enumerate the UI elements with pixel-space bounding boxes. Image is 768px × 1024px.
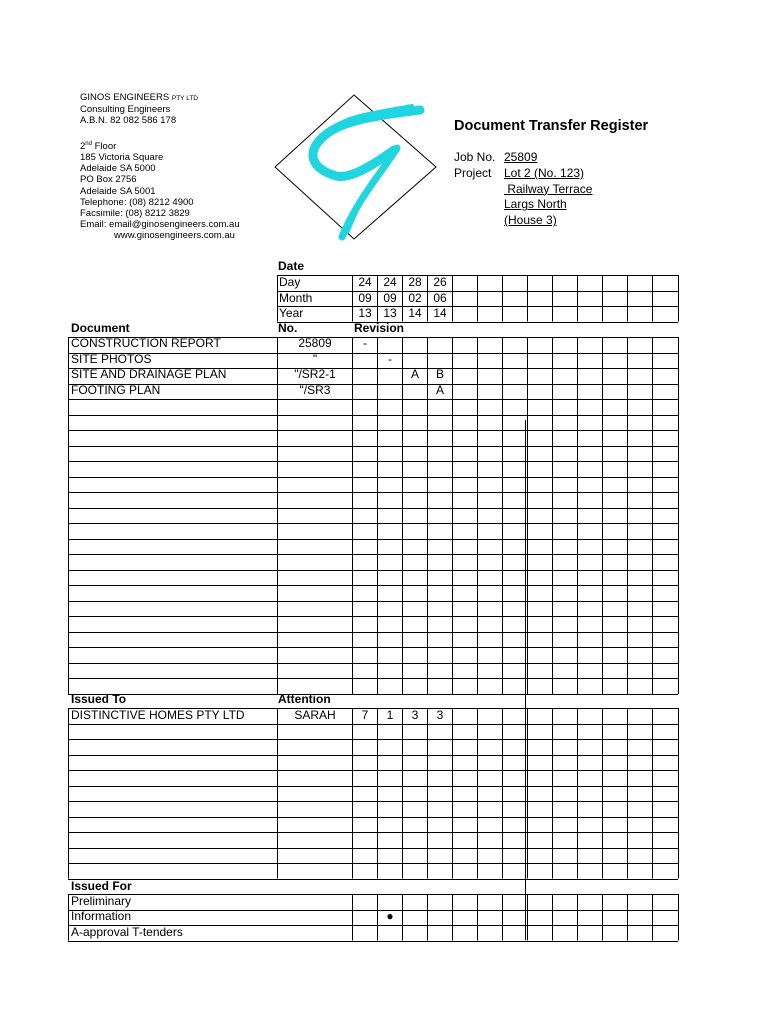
date-month: 09 [358, 291, 372, 305]
purpose-label: Information [71, 909, 132, 923]
address-pocity: Adelaide SA 5001 [80, 185, 156, 197]
no-heading: No. [278, 321, 298, 335]
company-abn: A.B.N. 82 082 586 178 [80, 115, 177, 127]
issued-to-heading: Issued To [71, 692, 127, 706]
copies: 3 [411, 708, 419, 722]
job-no-value: 25809 [504, 150, 538, 164]
facsimile: Facsimile: (08) 8212 3829 [80, 207, 190, 219]
document-no: "/SR2-1 [294, 367, 336, 381]
project-line: Railway Terrace [504, 181, 593, 196]
document-revision: - [388, 352, 392, 366]
copies: 3 [436, 708, 444, 722]
project-line: Lot 2 (No. 123) [504, 165, 585, 180]
document-heading: Document [71, 321, 130, 335]
document-no: "/SR3 [299, 383, 331, 397]
copies: 7 [361, 708, 369, 722]
document-revision: - [363, 336, 367, 350]
date-year: 14 [433, 306, 447, 320]
date-day: 24 [358, 275, 372, 289]
company-logo [272, 92, 440, 242]
document-name: SITE PHOTOS [71, 352, 152, 366]
document-revision: A [410, 367, 419, 381]
day-label: Day [279, 275, 301, 289]
year-label: Year [279, 306, 304, 320]
recipient-name: DISTINCTIVE HOMES PTY LTD [71, 708, 245, 722]
telephone: Telephone: (08) 8212 4900 [80, 196, 194, 208]
address-pobox: PO Box 2756 [80, 174, 137, 186]
project-line: Largs North [504, 197, 567, 212]
date-month: 06 [433, 291, 447, 305]
document-name: CONSTRUCTION REPORT [71, 336, 221, 350]
document-revision: A [435, 383, 444, 397]
copies: 1 [386, 708, 394, 722]
date-month: 02 [408, 291, 422, 305]
address-street: 185 Victoria Square [80, 151, 164, 163]
job-no-label: Job No. [454, 150, 496, 164]
document-name: SITE AND DRAINAGE PLAN [71, 367, 227, 381]
address-city: Adelaide SA 5000 [80, 163, 156, 175]
document-no: 25809 [298, 336, 332, 350]
information-mark: ● [386, 909, 394, 923]
website: www.ginosengineers.com.au [114, 230, 235, 242]
date-day: 26 [433, 275, 447, 289]
company-info [80, 92, 240, 242]
date-year: 13 [383, 306, 397, 320]
attention-heading: Attention [278, 692, 331, 706]
document-name: FOOTING PLAN [71, 383, 161, 397]
document-revision: B [435, 367, 444, 381]
purpose-label: Preliminary [71, 894, 132, 908]
revision-heading: Revision [354, 321, 405, 335]
date-day: 28 [408, 275, 422, 289]
email: Email: email@ginosengineers.com.au [80, 219, 240, 231]
project-label: Project [454, 165, 492, 180]
company-tagline: Consulting Engineers [80, 104, 171, 116]
date-year: 13 [358, 306, 372, 320]
job-info [454, 150, 592, 229]
project-line: (House 3) [504, 213, 557, 228]
date-month: 09 [383, 291, 397, 305]
month-label: Month [279, 291, 313, 305]
date-heading: Date [278, 259, 305, 273]
page-title: Document Transfer Register [454, 118, 649, 134]
company-suffix: PTY LTD [171, 95, 198, 102]
date-year: 14 [408, 306, 422, 320]
purpose-label: A-approval T-tenders [71, 925, 183, 939]
recipient-attention: SARAH [294, 708, 336, 722]
address-floor: 2nd Floor [80, 140, 117, 152]
issued-for-heading: Issued For [71, 879, 132, 893]
document-no: " [312, 352, 318, 366]
date-day: 24 [383, 275, 397, 289]
company-name: GINOS ENGINEERS [80, 92, 170, 103]
